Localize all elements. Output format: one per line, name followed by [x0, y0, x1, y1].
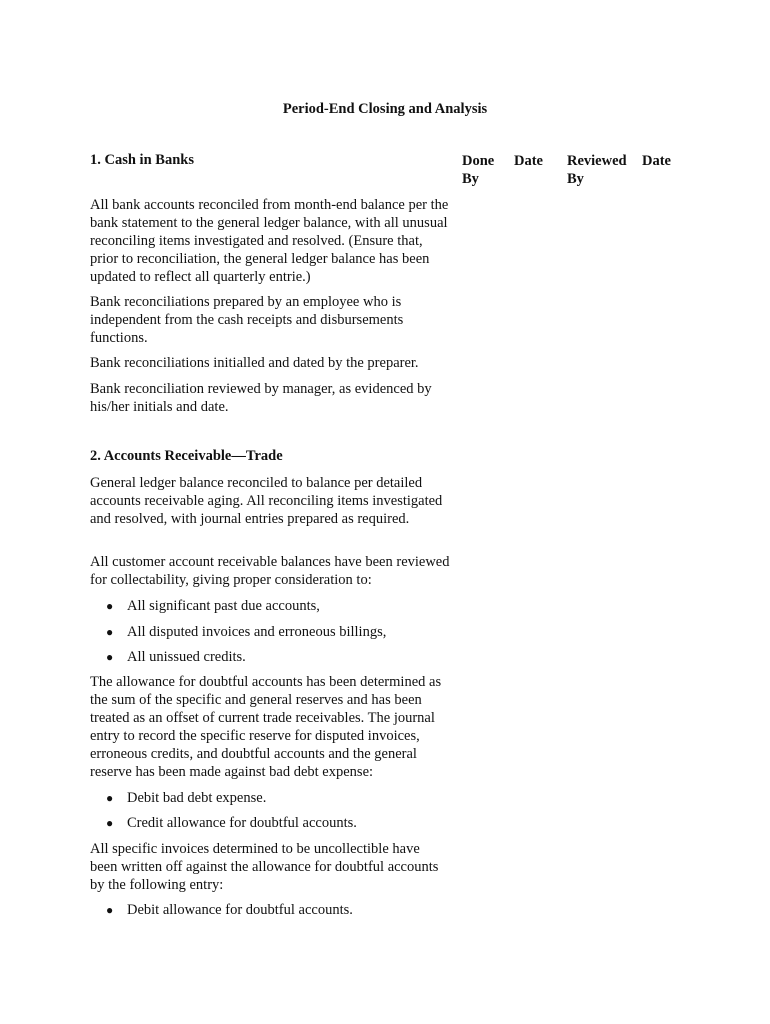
paragraph-bank-reconciled: All bank accounts reconciled from month-end balance per the bank statement to the general ledger balance, with all unusual reconciling items investigated and resolved. (Ensure that, prior to reconciliation, the general ledger balance has been updated to reflect all quarterly entrie.) [90, 197, 449, 285]
list-item-text: Debit allowance for doubtful accounts. [127, 902, 353, 918]
column-header-date: Date [514, 153, 543, 169]
paragraph-reviewed-by-manager: Bank reconciliation reviewed by manager, as evidenced by his/her initials and date. [90, 381, 432, 415]
list-item-text: All significant past due accounts, [127, 598, 320, 614]
list-item-text: All disputed invoices and erroneous billings, [127, 624, 387, 640]
paragraph-initialled: Bank reconciliations initialled and dated by the preparer. [90, 355, 419, 371]
bullet-icon: ● [106, 650, 114, 664]
section-heading-cash-in-banks: 1. Cash in Banks [90, 152, 194, 168]
list-item [106, 648, 246, 666]
page-title: Period-End Closing and Analysis [282, 101, 488, 117]
list-item [106, 901, 353, 919]
column-header-done-by: Done By [462, 153, 495, 187]
list-item [106, 789, 266, 807]
paragraph-allowance-doubtful: The allowance for doubtful accounts has been determined as the sum of the specific and general reserves and has been treated as an offset of current trade receivables. The journal entry to record the specific reserve for disputed invoices, erroneous credits, and doubtful accounts and the general reserve has been made against bad debt expense: [90, 674, 442, 780]
column-header-reviewed-by: Reviewed By [567, 153, 627, 187]
bullet-icon: ● [106, 791, 114, 805]
bullet-icon: ● [106, 903, 114, 917]
paragraph-balances-reviewed: All customer account receivable balances have been reviewed for collectability, giving proper consideration to: [90, 554, 450, 588]
list-item [106, 814, 357, 832]
list-item [106, 623, 386, 641]
section-heading-accounts-receivable: 2. Accounts Receivable—Trade [90, 448, 283, 464]
bullet-icon: ● [106, 625, 114, 639]
column-header-date-2: Date [642, 153, 671, 169]
list-item-text: Credit allowance for doubtful accounts. [127, 815, 357, 831]
bullet-icon: ● [106, 816, 114, 830]
list-item-text: All unissued credits. [127, 649, 246, 665]
list-item-text: Debit bad debt expense. [127, 790, 267, 806]
paragraph-written-off: All specific invoices determined to be uncollectible have been written off against the allowance for doubtful accounts by the following entry: [90, 841, 439, 893]
paragraph-gl-balance-reconciled: General ledger balance reconciled to balance per detailed accounts receivable aging. All reconciling items investigated and resolved, with journal entries prepared as required. [90, 475, 443, 527]
paragraph-independent-employee: Bank reconciliations prepared by an employee who is independent from the cash receipts and disbursements functions. [90, 294, 404, 346]
bullet-icon: ● [106, 599, 114, 613]
list-item [106, 597, 320, 615]
